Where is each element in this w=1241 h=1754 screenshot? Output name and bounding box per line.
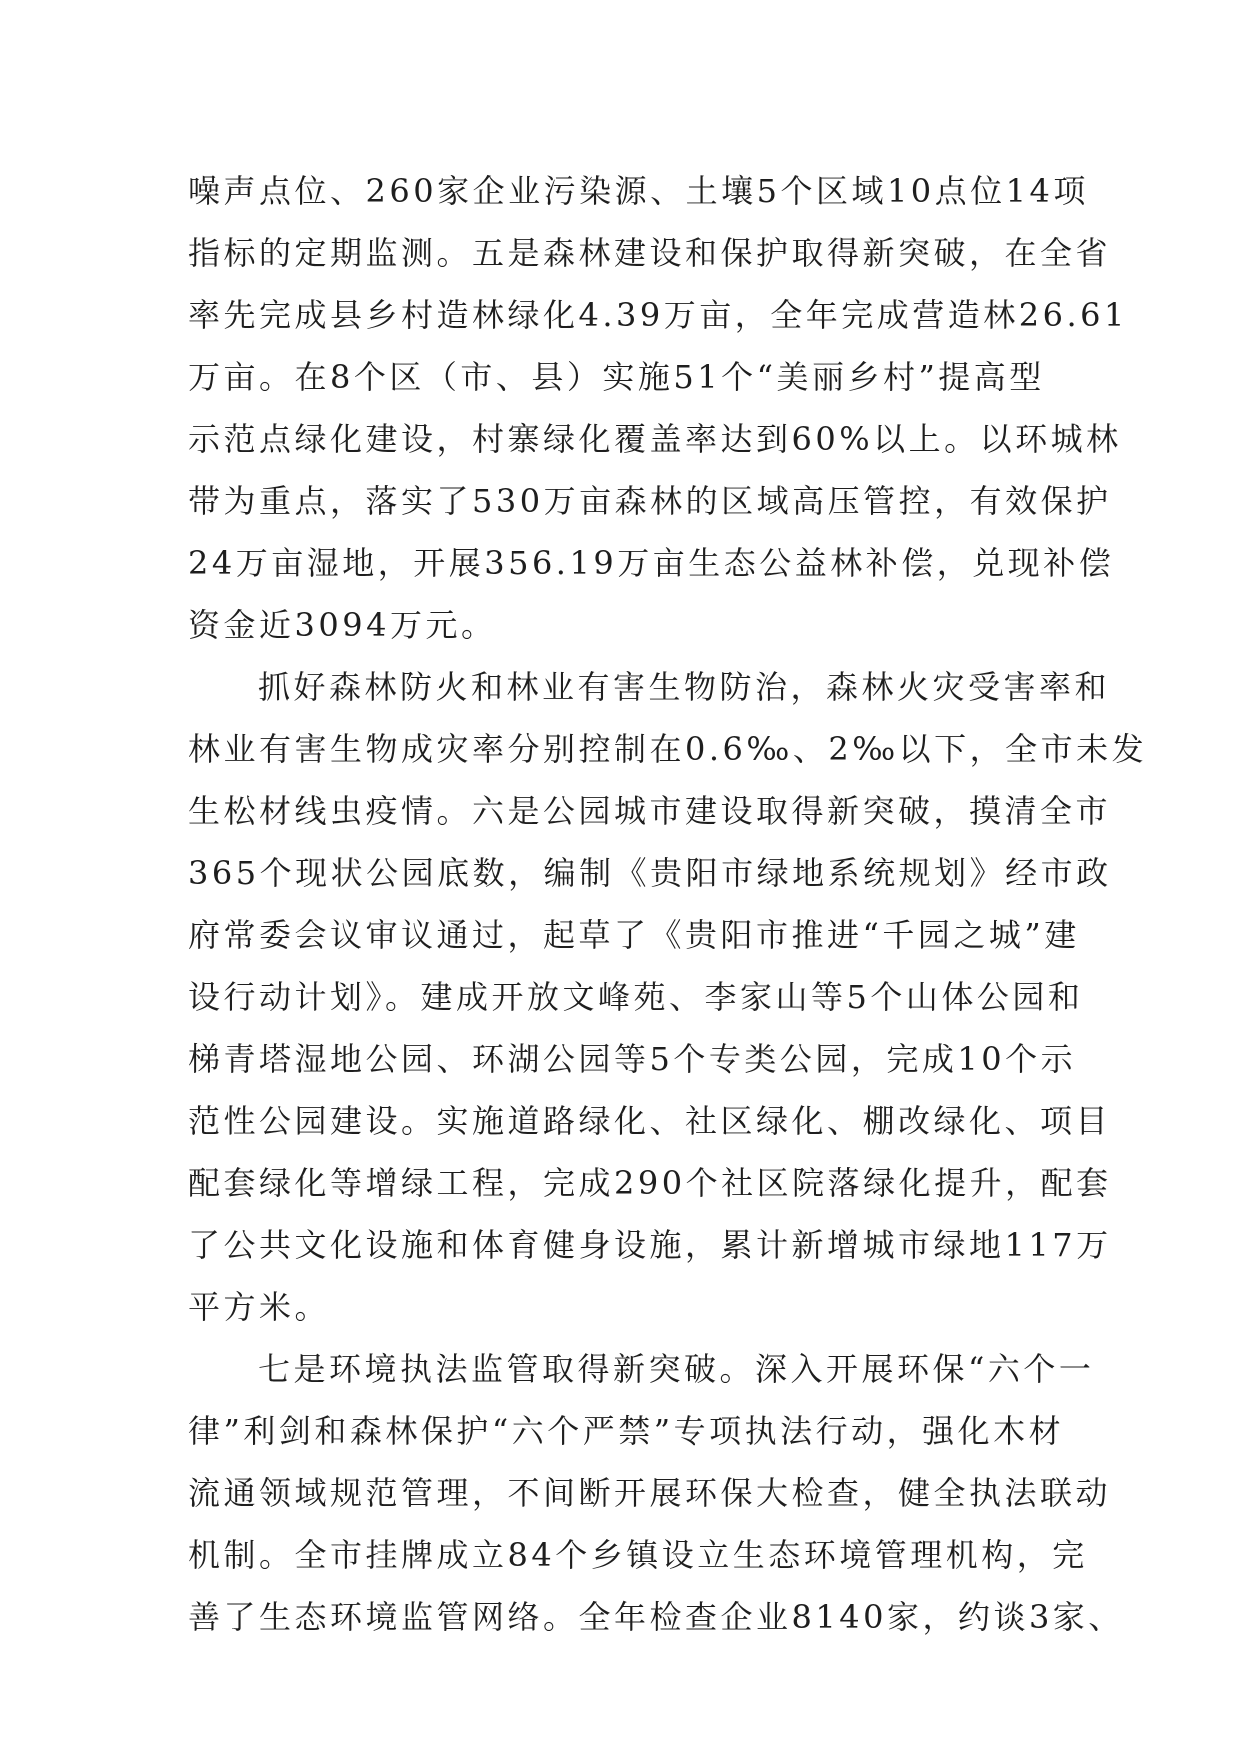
text-line: 噪声点位、260家企业污染源、土壤5个区域10点位14项 — [188, 172, 1089, 210]
text-line: 梯青塔湿地公园、环湖公园等5个专类公园，完成10个示 — [188, 1040, 1077, 1078]
text-line: 示范点绿化建设，村寨绿化覆盖率达到60%以上。以环城林 — [188, 420, 1122, 458]
text-line: 林业有害生物成灾率分别控制在0.6‰、2‰以下，全市未发 — [188, 730, 1148, 768]
text-line: 了公共文化设施和体育健身设施，累计新增城市绿地117万 — [188, 1226, 1112, 1264]
text-line: 流通领域规范管理，不间断开展环保大检查，健全执法联动 — [188, 1474, 1112, 1512]
text-line: 设行动计划》。建成开放文峰苑、李家山等5个山体公园和 — [188, 978, 1084, 1016]
text-line: 生松材线虫疫情。六是公园城市建设取得新突破，摸清全市 — [188, 792, 1112, 830]
text-line: 机制。全市挂牌成立84个乡镇设立生态环境管理机构，完 — [188, 1536, 1088, 1574]
paragraph-start-line: 七是环境执法监管取得新突破。深入开展环保“六个一 — [258, 1350, 1095, 1388]
paragraph-start-line: 抓好森林防火和林业有害生物防治，森林火灾受害率和 — [258, 668, 1111, 706]
text-line: 资金近3094万元。 — [188, 606, 497, 644]
text-line: 配套绿化等增绿工程，完成290个社区院落绿化提升，配套 — [188, 1164, 1112, 1202]
text-line: 律”利剑和森林保护“六个严禁”专项执法行动，强化木材 — [188, 1412, 1065, 1450]
text-line: 24万亩湿地，开展356.19万亩生态公益林补偿，兑现补偿 — [188, 544, 1115, 582]
text-line: 平方米。 — [188, 1288, 331, 1326]
text-line: 范性公园建设。实施道路绿化、社区绿化、棚改绿化、项目 — [188, 1102, 1112, 1140]
text-line: 万亩。在8个区（市、县）实施51个“美丽乡村”提高型 — [188, 358, 1045, 396]
text-line: 善了生态环境监管网络。全年检查企业8140家，约谈3家、 — [188, 1598, 1124, 1636]
body-text — [188, 160, 1148, 1648]
text-line: 365个现状公园底数，编制《贵阳市绿地系统规划》经市政 — [188, 854, 1112, 892]
text-line: 指标的定期监测。五是森林建设和保护取得新突破，在全省 — [188, 234, 1112, 272]
text-line: 率先完成县乡村造林绿化4.39万亩，全年完成营造林26.61 — [188, 296, 1128, 334]
text-line: 带为重点，落实了530万亩森林的区域高压管控，有效保护 — [188, 482, 1112, 520]
text-line: 府常委会议审议通过，起草了《贵阳市推进“千园之城”建 — [188, 916, 1080, 954]
